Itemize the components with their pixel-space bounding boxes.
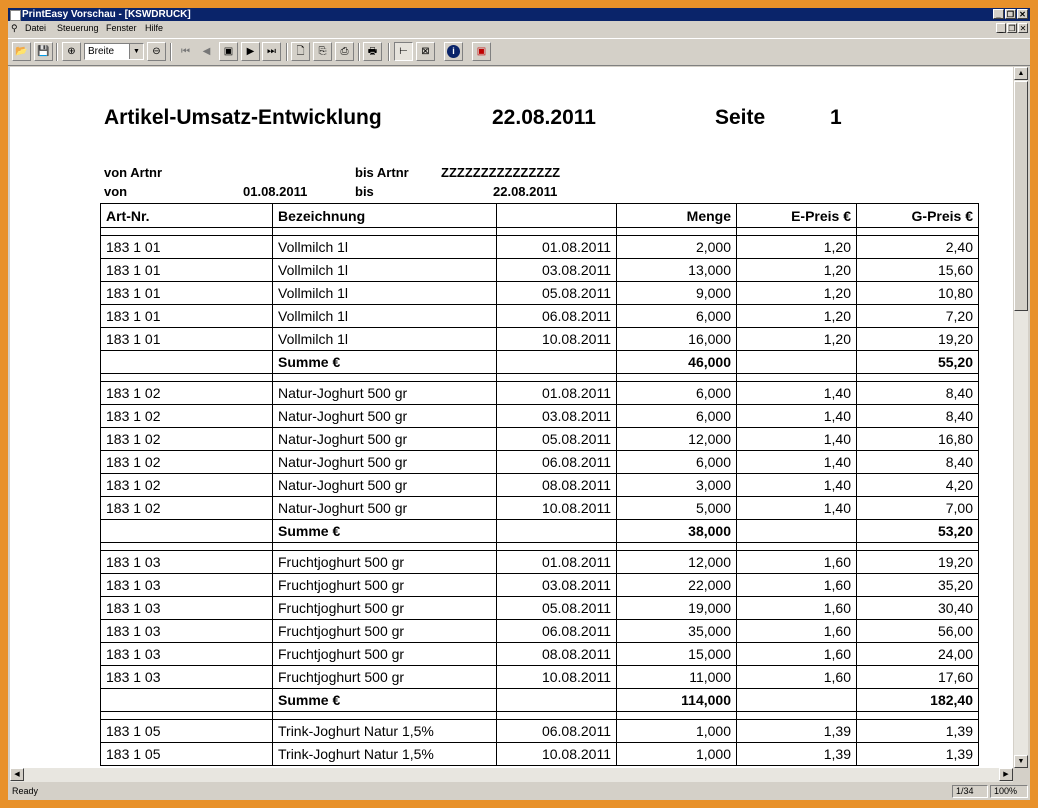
spacer-cell	[273, 228, 497, 236]
fit-page-icon[interactable]: ⊠	[416, 42, 435, 61]
table-body	[101, 228, 979, 766]
cell-gpreis: 7,20	[857, 305, 979, 328]
cell-bezeichnung: Fruchtjoghurt 500 gr	[273, 666, 497, 689]
cell-datum: 06.08.2011	[497, 620, 617, 643]
print-icon[interactable]: ⎙	[335, 42, 354, 61]
col-menge-header: Menge	[617, 204, 737, 228]
last-page-icon[interactable]: ⏭	[262, 42, 281, 61]
table-row	[101, 382, 979, 405]
cell-epreis: 1,60	[737, 551, 857, 574]
cell-artnr: 183 1 02	[101, 405, 273, 428]
sum-menge: 38,000	[617, 520, 737, 543]
table-row	[101, 643, 979, 666]
cell-datum: 06.08.2011	[497, 720, 617, 743]
first-page-icon[interactable]: ⏮	[176, 42, 195, 61]
cell-gpreis: 24,00	[857, 643, 979, 666]
table-row	[101, 666, 979, 689]
sum-empty-cell	[101, 351, 273, 374]
table-header-row	[101, 204, 979, 228]
bis-artnr-label: bis Artnr	[355, 165, 409, 180]
spacer-cell	[273, 543, 497, 551]
app-icon	[10, 10, 21, 21]
sum-empty-cell	[497, 689, 617, 712]
cell-bezeichnung: Fruchtjoghurt 500 gr	[273, 643, 497, 666]
table-row	[101, 620, 979, 643]
scroll-down-icon[interactable]: ▼	[1014, 755, 1028, 768]
cell-menge: 6,000	[617, 305, 737, 328]
status-zoom: 100%	[990, 785, 1028, 798]
table-row	[101, 474, 979, 497]
cell-bezeichnung: Natur-Joghurt 500 gr	[273, 474, 497, 497]
cell-bezeichnung: Natur-Joghurt 500 gr	[273, 405, 497, 428]
table-row	[101, 282, 979, 305]
cell-artnr: 183 1 01	[101, 328, 273, 351]
cell-gpreis: 15,60	[857, 259, 979, 282]
doc-minimize-button[interactable]: _	[996, 23, 1006, 33]
cell-menge: 9,000	[617, 282, 737, 305]
close-button[interactable]: ✕	[1017, 9, 1028, 19]
chevron-down-icon[interactable]: ▼	[129, 44, 143, 59]
cell-artnr: 183 1 03	[101, 666, 273, 689]
cell-bezeichnung: Vollmilch 1l	[273, 236, 497, 259]
spacer-cell	[857, 712, 979, 720]
goto-page-icon[interactable]: ▣	[219, 42, 238, 61]
zoom-out-icon[interactable]: ⊖	[147, 42, 166, 61]
new-document-icon[interactable]: 🗋	[291, 42, 310, 61]
cell-menge: 35,000	[617, 620, 737, 643]
cell-menge: 6,000	[617, 405, 737, 428]
cell-bezeichnung: Fruchtjoghurt 500 gr	[273, 620, 497, 643]
table-row	[101, 236, 979, 259]
previous-page-icon[interactable]: ◀	[197, 42, 216, 61]
cell-menge: 1,000	[617, 743, 737, 766]
cell-epreis: 1,40	[737, 405, 857, 428]
spacer-cell	[497, 374, 617, 382]
menu-steuerung[interactable]: Steuerung	[57, 23, 99, 33]
cell-artnr: 183 1 01	[101, 305, 273, 328]
cell-datum: 03.08.2011	[497, 405, 617, 428]
cell-gpreis: 8,40	[857, 405, 979, 428]
title-bar	[8, 8, 1030, 21]
cell-menge: 12,000	[617, 551, 737, 574]
report-date: 22.08.2011	[492, 106, 596, 129]
cell-menge: 3,000	[617, 474, 737, 497]
cell-gpreis: 2,40	[857, 236, 979, 259]
cell-epreis: 1,20	[737, 282, 857, 305]
sum-empty-cell	[497, 351, 617, 374]
sum-label: Summe €	[273, 689, 497, 712]
cell-artnr: 183 1 01	[101, 282, 273, 305]
spacer-cell	[617, 712, 737, 720]
spacer-cell	[617, 543, 737, 551]
cell-epreis: 1,20	[737, 305, 857, 328]
cell-gpreis: 30,40	[857, 597, 979, 620]
cell-bezeichnung: Fruchtjoghurt 500 gr	[273, 597, 497, 620]
page-number: 1	[830, 106, 842, 129]
table-row	[101, 451, 979, 474]
cell-gpreis: 19,20	[857, 551, 979, 574]
preview-page	[10, 67, 1013, 768]
cell-artnr: 183 1 03	[101, 620, 273, 643]
sum-row	[101, 351, 979, 374]
sum-menge: 46,000	[617, 351, 737, 374]
sum-gpreis: 182,40	[857, 689, 979, 712]
spacer-cell	[857, 374, 979, 382]
cell-bezeichnung: Natur-Joghurt 500 gr	[273, 382, 497, 405]
menu-bar	[8, 21, 1030, 36]
cell-gpreis: 56,00	[857, 620, 979, 643]
cell-artnr: 183 1 05	[101, 720, 273, 743]
cell-epreis: 1,40	[737, 428, 857, 451]
table-spacer-row	[101, 374, 979, 382]
app-window	[8, 8, 1030, 800]
menu-fenster[interactable]: Fenster	[106, 23, 137, 33]
cell-artnr: 183 1 02	[101, 428, 273, 451]
spacer-cell	[737, 228, 857, 236]
table-row	[101, 597, 979, 620]
cell-gpreis: 7,00	[857, 497, 979, 520]
spacer-cell	[101, 712, 273, 720]
spacer-cell	[101, 374, 273, 382]
vertical-scrollbar[interactable]	[1014, 67, 1028, 768]
scroll-right-icon[interactable]: ▶	[999, 768, 1013, 781]
cell-bezeichnung: Vollmilch 1l	[273, 259, 497, 282]
cell-epreis: 1,60	[737, 620, 857, 643]
cell-menge: 1,000	[617, 720, 737, 743]
cell-epreis: 1,20	[737, 328, 857, 351]
cell-datum: 05.08.2011	[497, 282, 617, 305]
zoom-select-value: Breite	[88, 46, 115, 57]
sum-gpreis: 53,20	[857, 520, 979, 543]
cell-bezeichnung: Trink-Joghurt Natur 1,5%	[273, 743, 497, 766]
table-row	[101, 743, 979, 766]
cell-datum: 01.08.2011	[497, 551, 617, 574]
von-label: von	[104, 184, 128, 199]
toolbar-separator	[358, 43, 360, 61]
cell-menge: 15,000	[617, 643, 737, 666]
printer-setup-icon[interactable]: 🖶	[363, 42, 382, 61]
toolbar-separator	[170, 43, 172, 61]
toolbar-separator	[286, 43, 288, 61]
cell-epreis: 1,39	[737, 743, 857, 766]
copy-icon[interactable]: ⎘	[313, 42, 332, 61]
cell-gpreis: 16,80	[857, 428, 979, 451]
cell-datum: 06.08.2011	[497, 451, 617, 474]
cell-epreis: 1,20	[737, 259, 857, 282]
cell-menge: 19,000	[617, 597, 737, 620]
bis-label: bis	[355, 184, 374, 199]
table-spacer-row	[101, 543, 979, 551]
cell-bezeichnung: Natur-Joghurt 500 gr	[273, 428, 497, 451]
sum-row	[101, 520, 979, 543]
cell-gpreis: 1,39	[857, 720, 979, 743]
table-row	[101, 497, 979, 520]
cell-gpreis: 4,20	[857, 474, 979, 497]
table-spacer-row	[101, 228, 979, 236]
cell-artnr: 183 1 02	[101, 382, 273, 405]
toolbar-separator	[56, 43, 58, 61]
cell-artnr: 183 1 02	[101, 474, 273, 497]
table-row	[101, 305, 979, 328]
spacer-cell	[737, 712, 857, 720]
col-bezeichnung-header: Bezeichnung	[273, 204, 497, 228]
cell-epreis: 1,40	[737, 497, 857, 520]
vertical-scroll-thumb[interactable]	[1014, 81, 1028, 311]
cell-datum: 03.08.2011	[497, 259, 617, 282]
cell-datum: 10.08.2011	[497, 497, 617, 520]
horizontal-scrollbar[interactable]	[10, 768, 1013, 782]
scrollbar-corner	[1014, 768, 1028, 782]
cell-menge: 2,000	[617, 236, 737, 259]
cell-artnr: 183 1 03	[101, 551, 273, 574]
cell-bezeichnung: Vollmilch 1l	[273, 282, 497, 305]
cell-datum: 01.08.2011	[497, 382, 617, 405]
sum-label: Summe €	[273, 351, 497, 374]
report-title: Artikel-Umsatz-Entwicklung	[104, 106, 382, 129]
fit-width-icon[interactable]: ⊢	[394, 42, 413, 61]
save-icon[interactable]: 💾	[34, 42, 53, 61]
bis-value: 22.08.2011	[493, 184, 558, 199]
status-bar	[8, 784, 1030, 800]
cell-gpreis: 17,60	[857, 666, 979, 689]
cell-datum: 05.08.2011	[497, 597, 617, 620]
sum-empty-cell	[737, 351, 857, 374]
document-system-icon[interactable]: ⚲	[11, 23, 18, 33]
exit-icon[interactable]: ▣	[472, 42, 491, 61]
table-row	[101, 574, 979, 597]
von-value: 01.08.2011	[243, 184, 308, 199]
open-icon[interactable]: 📂	[12, 42, 31, 61]
cell-datum: 08.08.2011	[497, 474, 617, 497]
cell-gpreis: 1,39	[857, 743, 979, 766]
table-row	[101, 405, 979, 428]
cell-epreis: 1,60	[737, 666, 857, 689]
spacer-cell	[101, 228, 273, 236]
table-row	[101, 428, 979, 451]
zoom-in-icon[interactable]: ⊕	[62, 42, 81, 61]
cell-artnr: 183 1 01	[101, 259, 273, 282]
doc-close-button[interactable]: ✕	[1019, 24, 1027, 33]
cell-menge: 13,000	[617, 259, 737, 282]
status-text: Ready	[12, 786, 39, 796]
sum-gpreis: 55,20	[857, 351, 979, 374]
spacer-cell	[273, 374, 497, 382]
cell-gpreis: 19,20	[857, 328, 979, 351]
cell-menge: 22,000	[617, 574, 737, 597]
sum-row	[101, 689, 979, 712]
cell-artnr: 183 1 02	[101, 451, 273, 474]
cell-gpreis: 35,20	[857, 574, 979, 597]
restore-button[interactable]: ❐	[1006, 10, 1015, 19]
cell-epreis: 1,39	[737, 720, 857, 743]
spacer-cell	[857, 543, 979, 551]
cell-artnr: 183 1 02	[101, 497, 273, 520]
cell-datum: 10.08.2011	[497, 743, 617, 766]
minimize-button[interactable]: _	[993, 9, 1004, 19]
cell-bezeichnung: Natur-Joghurt 500 gr	[273, 497, 497, 520]
status-page: 1/34	[952, 785, 988, 798]
spacer-cell	[857, 228, 979, 236]
cell-datum: 03.08.2011	[497, 574, 617, 597]
report-table	[100, 203, 979, 766]
cell-menge: 5,000	[617, 497, 737, 520]
cell-bezeichnung: Fruchtjoghurt 500 gr	[273, 551, 497, 574]
info-icon[interactable]: i	[444, 42, 463, 61]
cell-epreis: 1,20	[737, 236, 857, 259]
toolbar	[8, 38, 1030, 66]
sum-label: Summe €	[273, 520, 497, 543]
sum-empty-cell	[497, 520, 617, 543]
cell-artnr: 183 1 05	[101, 743, 273, 766]
cell-epreis: 1,60	[737, 597, 857, 620]
cell-artnr: 183 1 03	[101, 574, 273, 597]
sum-empty-cell	[101, 689, 273, 712]
cell-gpreis: 10,80	[857, 282, 979, 305]
col-artnr-header: Art-Nr.	[101, 204, 273, 228]
cell-artnr: 183 1 01	[101, 236, 273, 259]
page-label: Seite	[715, 106, 766, 129]
cell-menge: 12,000	[617, 428, 737, 451]
cell-gpreis: 8,40	[857, 451, 979, 474]
cell-datum: 05.08.2011	[497, 428, 617, 451]
cell-epreis: 1,60	[737, 643, 857, 666]
spacer-cell	[273, 712, 497, 720]
sum-empty-cell	[101, 520, 273, 543]
cell-menge: 16,000	[617, 328, 737, 351]
bis-artnr-value: ZZZZZZZZZZZZZZZ	[441, 165, 561, 180]
cell-epreis: 1,40	[737, 474, 857, 497]
zoom-select[interactable]	[84, 43, 144, 60]
cell-gpreis: 8,40	[857, 382, 979, 405]
cell-datum: 08.08.2011	[497, 643, 617, 666]
cell-menge: 6,000	[617, 382, 737, 405]
col-gpreis-header: G-Preis €	[857, 204, 979, 228]
table-row	[101, 259, 979, 282]
cell-menge: 6,000	[617, 451, 737, 474]
cell-epreis: 1,60	[737, 574, 857, 597]
cell-datum: 10.08.2011	[497, 666, 617, 689]
table-row	[101, 551, 979, 574]
cell-epreis: 1,40	[737, 382, 857, 405]
cell-bezeichnung: Trink-Joghurt Natur 1,5%	[273, 720, 497, 743]
scroll-up-icon[interactable]: ▲	[1014, 67, 1028, 80]
col-epreis-header: E-Preis €	[737, 204, 857, 228]
scroll-left-icon[interactable]: ◀	[10, 768, 24, 781]
cell-bezeichnung: Vollmilch 1l	[273, 305, 497, 328]
cell-bezeichnung: Vollmilch 1l	[273, 328, 497, 351]
cell-datum: 06.08.2011	[497, 305, 617, 328]
cell-menge: 11,000	[617, 666, 737, 689]
cell-bezeichnung: Natur-Joghurt 500 gr	[273, 451, 497, 474]
spacer-cell	[617, 228, 737, 236]
table-row	[101, 328, 979, 351]
doc-restore-button[interactable]: ❐	[1008, 24, 1016, 33]
cell-artnr: 183 1 03	[101, 597, 273, 620]
von-artnr-label: von Artnr	[104, 165, 163, 180]
cell-datum: 01.08.2011	[497, 236, 617, 259]
spacer-cell	[737, 374, 857, 382]
spacer-cell	[497, 543, 617, 551]
cell-artnr: 183 1 03	[101, 643, 273, 666]
spacer-cell	[737, 543, 857, 551]
spacer-cell	[617, 374, 737, 382]
sum-menge: 114,000	[617, 689, 737, 712]
col-datum-header	[497, 204, 617, 228]
cell-epreis: 1,40	[737, 451, 857, 474]
menu-datei[interactable]: Datei	[25, 23, 47, 33]
spacer-cell	[497, 228, 617, 236]
table-spacer-row	[101, 712, 979, 720]
menu-hilfe[interactable]: Hilfe	[145, 23, 164, 33]
spacer-cell	[101, 543, 273, 551]
window-title: PrintEasy Vorschau - [KSWDRUCK]	[22, 9, 191, 20]
cell-bezeichnung: Fruchtjoghurt 500 gr	[273, 574, 497, 597]
spacer-cell	[497, 712, 617, 720]
sum-empty-cell	[737, 689, 857, 712]
next-page-icon[interactable]: ▶	[241, 42, 260, 61]
cell-datum: 10.08.2011	[497, 328, 617, 351]
toolbar-separator	[388, 43, 390, 61]
sum-empty-cell	[737, 520, 857, 543]
table-row	[101, 720, 979, 743]
